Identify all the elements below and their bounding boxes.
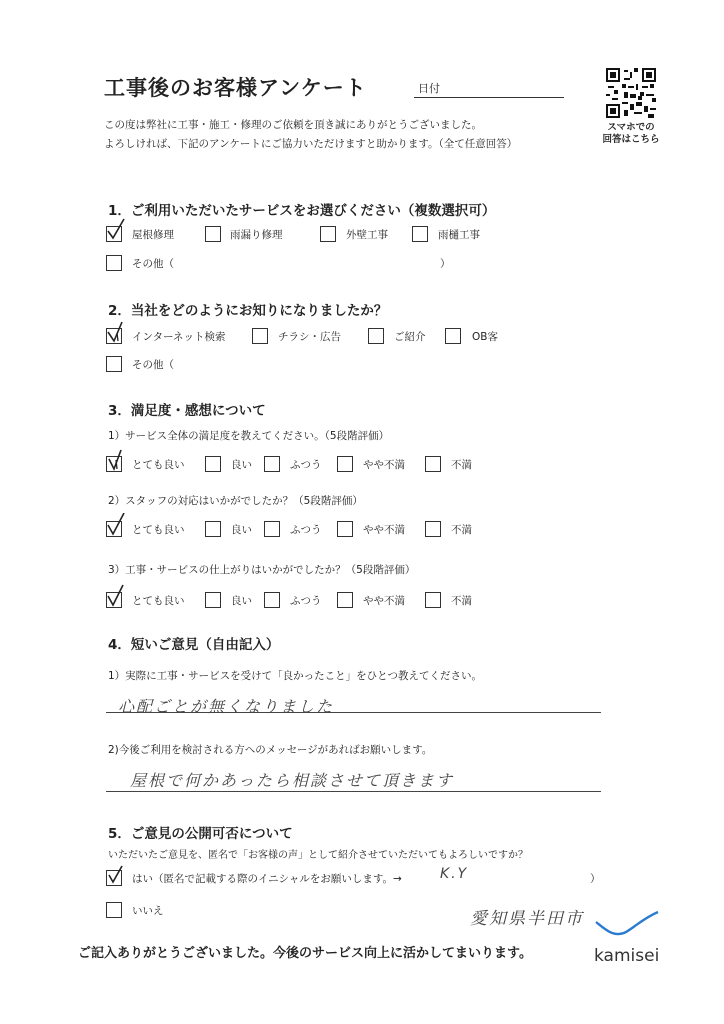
q3-sub1: 1）サービス全体の満足度を教えてください。（5段階評価） [108,430,390,442]
q3a-checkbox-somewhat-bad[interactable] [337,456,353,472]
q3-title: 3．満足度・感想について [108,403,266,419]
rating-label: やや不満 [363,459,405,471]
q3a-checkbox-very-good[interactable] [106,456,122,472]
qr-caption [598,122,664,146]
q2-checkbox-referral[interactable] [368,328,384,344]
rating-label: やや不満 [363,595,405,607]
q2-option-label: インターネット検索 [132,331,226,343]
q1-checkbox-gutter[interactable] [412,226,428,242]
q1-option-label: 雨漏り修理 [230,229,283,241]
q4-title: 4．短いご意見（自由記入） [108,637,280,653]
qr-code-icon [606,68,656,118]
intro-text [104,116,517,154]
q3c-checkbox-very-good[interactable] [106,592,122,608]
qr-caption-line2: 回答はこちら [602,134,660,145]
q5-checkbox-no[interactable] [106,902,122,918]
q4-answer2-line[interactable] [106,791,601,792]
rating-label: 不満 [451,524,472,536]
rating-label: 良い [231,459,252,471]
intro-line2: よろしければ、下記のアンケートにご協力いただけますと助かります。（全て任意回答） [104,138,518,150]
page-title: 工事後のお客様アンケート [104,76,367,100]
q2-option-label: OB客 [472,331,498,343]
rating-label: ふつう [290,595,322,607]
qr-caption-line1: スマホでの [607,122,655,133]
rating-label: 良い [231,524,252,536]
q2-checkbox-ob[interactable] [445,328,461,344]
q3-sub3: 3）工事・サービスの仕上がりはいかがでしたか？（5段階評価） [108,564,416,576]
check-mark-icon [105,448,127,472]
q1-other-label: その他（ [132,258,174,270]
q1-checkbox-roof[interactable] [106,226,122,242]
q1-option-label: 雨樋工事 [438,229,480,241]
q2-other-label: その他（ [132,359,174,371]
q2-checkbox-internet[interactable] [106,328,122,344]
check-mark-icon [105,320,127,344]
q1-option-label: 屋根修理 [132,229,174,241]
date-field[interactable] [414,97,564,98]
footer-message: ご記入ありがとうございました。今後のサービス向上に活かしてまいります。 [78,946,532,961]
rating-label: ふつう [290,459,322,471]
q3c-checkbox-normal[interactable] [264,592,280,608]
q3a-checkbox-good[interactable] [205,456,221,472]
q3c-checkbox-somewhat-bad[interactable] [337,592,353,608]
q2-option-label: ご紹介 [394,331,426,343]
q1-title: 1．ご利用いただいたサービスをお選びください（複数選択可） [108,203,496,219]
q1-other-close: ） [440,258,451,270]
q5-yes-close: ） [590,873,601,885]
check-mark-icon [105,218,127,242]
q2-title: 2．当社をどのようにお知りになりましたか？ [108,303,388,319]
q2-checkbox-other[interactable] [106,356,122,372]
check-mark-icon [105,513,127,537]
q5-question: いただいたご意見を、匿名で「お客様の声」として紹介させていただいてもよろしいですか？ [108,850,528,861]
q4-answer1-line[interactable] [106,712,601,713]
kamisei-logo: kamisei [594,946,660,966]
q3c-checkbox-bad[interactable] [425,592,441,608]
check-mark-icon [105,584,127,608]
q1-option-label: 外壁工事 [346,229,388,241]
q4-answer2: 屋根で何かあったら相談させて頂きます [130,771,454,790]
rating-label: やや不満 [363,524,405,536]
rating-label: とても良い [132,595,185,607]
q4-answer1: 心配ごとが無くなりました [118,697,335,716]
q5-title: 5．ご意見の公開可否について [108,826,293,842]
q1-checkbox-other[interactable] [106,255,122,271]
rating-label: ふつう [290,524,322,536]
check-mark-icon [105,862,127,886]
q4-sub1: 1）実際に工事・サービスを受けて「良かったこと」をひとつ教えてください。 [108,670,482,682]
q3b-checkbox-bad[interactable] [425,521,441,537]
kamisei-logo-wave-icon [594,910,660,940]
q5-yes-label: はい（匿名で記載する際のイニシャルをお願いします。→ [132,873,402,885]
q3b-checkbox-normal[interactable] [264,521,280,537]
rating-label: とても良い [132,524,185,536]
q5-initials: K.Y [440,866,469,882]
q3b-checkbox-very-good[interactable] [106,521,122,537]
rating-label: 良い [231,595,252,607]
q1-checkbox-wall[interactable] [320,226,336,242]
q2-option-label: チラシ・広告 [278,331,341,343]
q5-no-label: いいえ [132,905,164,917]
rating-label: 不満 [451,459,472,471]
q3-sub2: 2）スタッフの対応はいかがでしたか？（5段階評価） [108,495,363,507]
date-label: 日付 [418,82,440,95]
q4-sub2: 2)今後ご利用を検討される方へのメッセージがあればお願いします。 [108,744,433,756]
handwritten-location: 愛知県半田市 [470,909,584,929]
q3a-checkbox-normal[interactable] [264,456,280,472]
q3c-checkbox-good[interactable] [205,592,221,608]
q1-checkbox-leak[interactable] [205,226,221,242]
q3a-checkbox-bad[interactable] [425,456,441,472]
rating-label: とても良い [132,459,185,471]
rating-label: 不満 [451,595,472,607]
q3b-checkbox-good[interactable] [205,521,221,537]
q3b-checkbox-somewhat-bad[interactable] [337,521,353,537]
q5-checkbox-yes[interactable] [106,870,122,886]
q2-checkbox-flyer[interactable] [252,328,268,344]
intro-line1: この度は弊社に工事・施工・修理のご依頼を頂き誠にありがとうございました。 [104,119,482,131]
